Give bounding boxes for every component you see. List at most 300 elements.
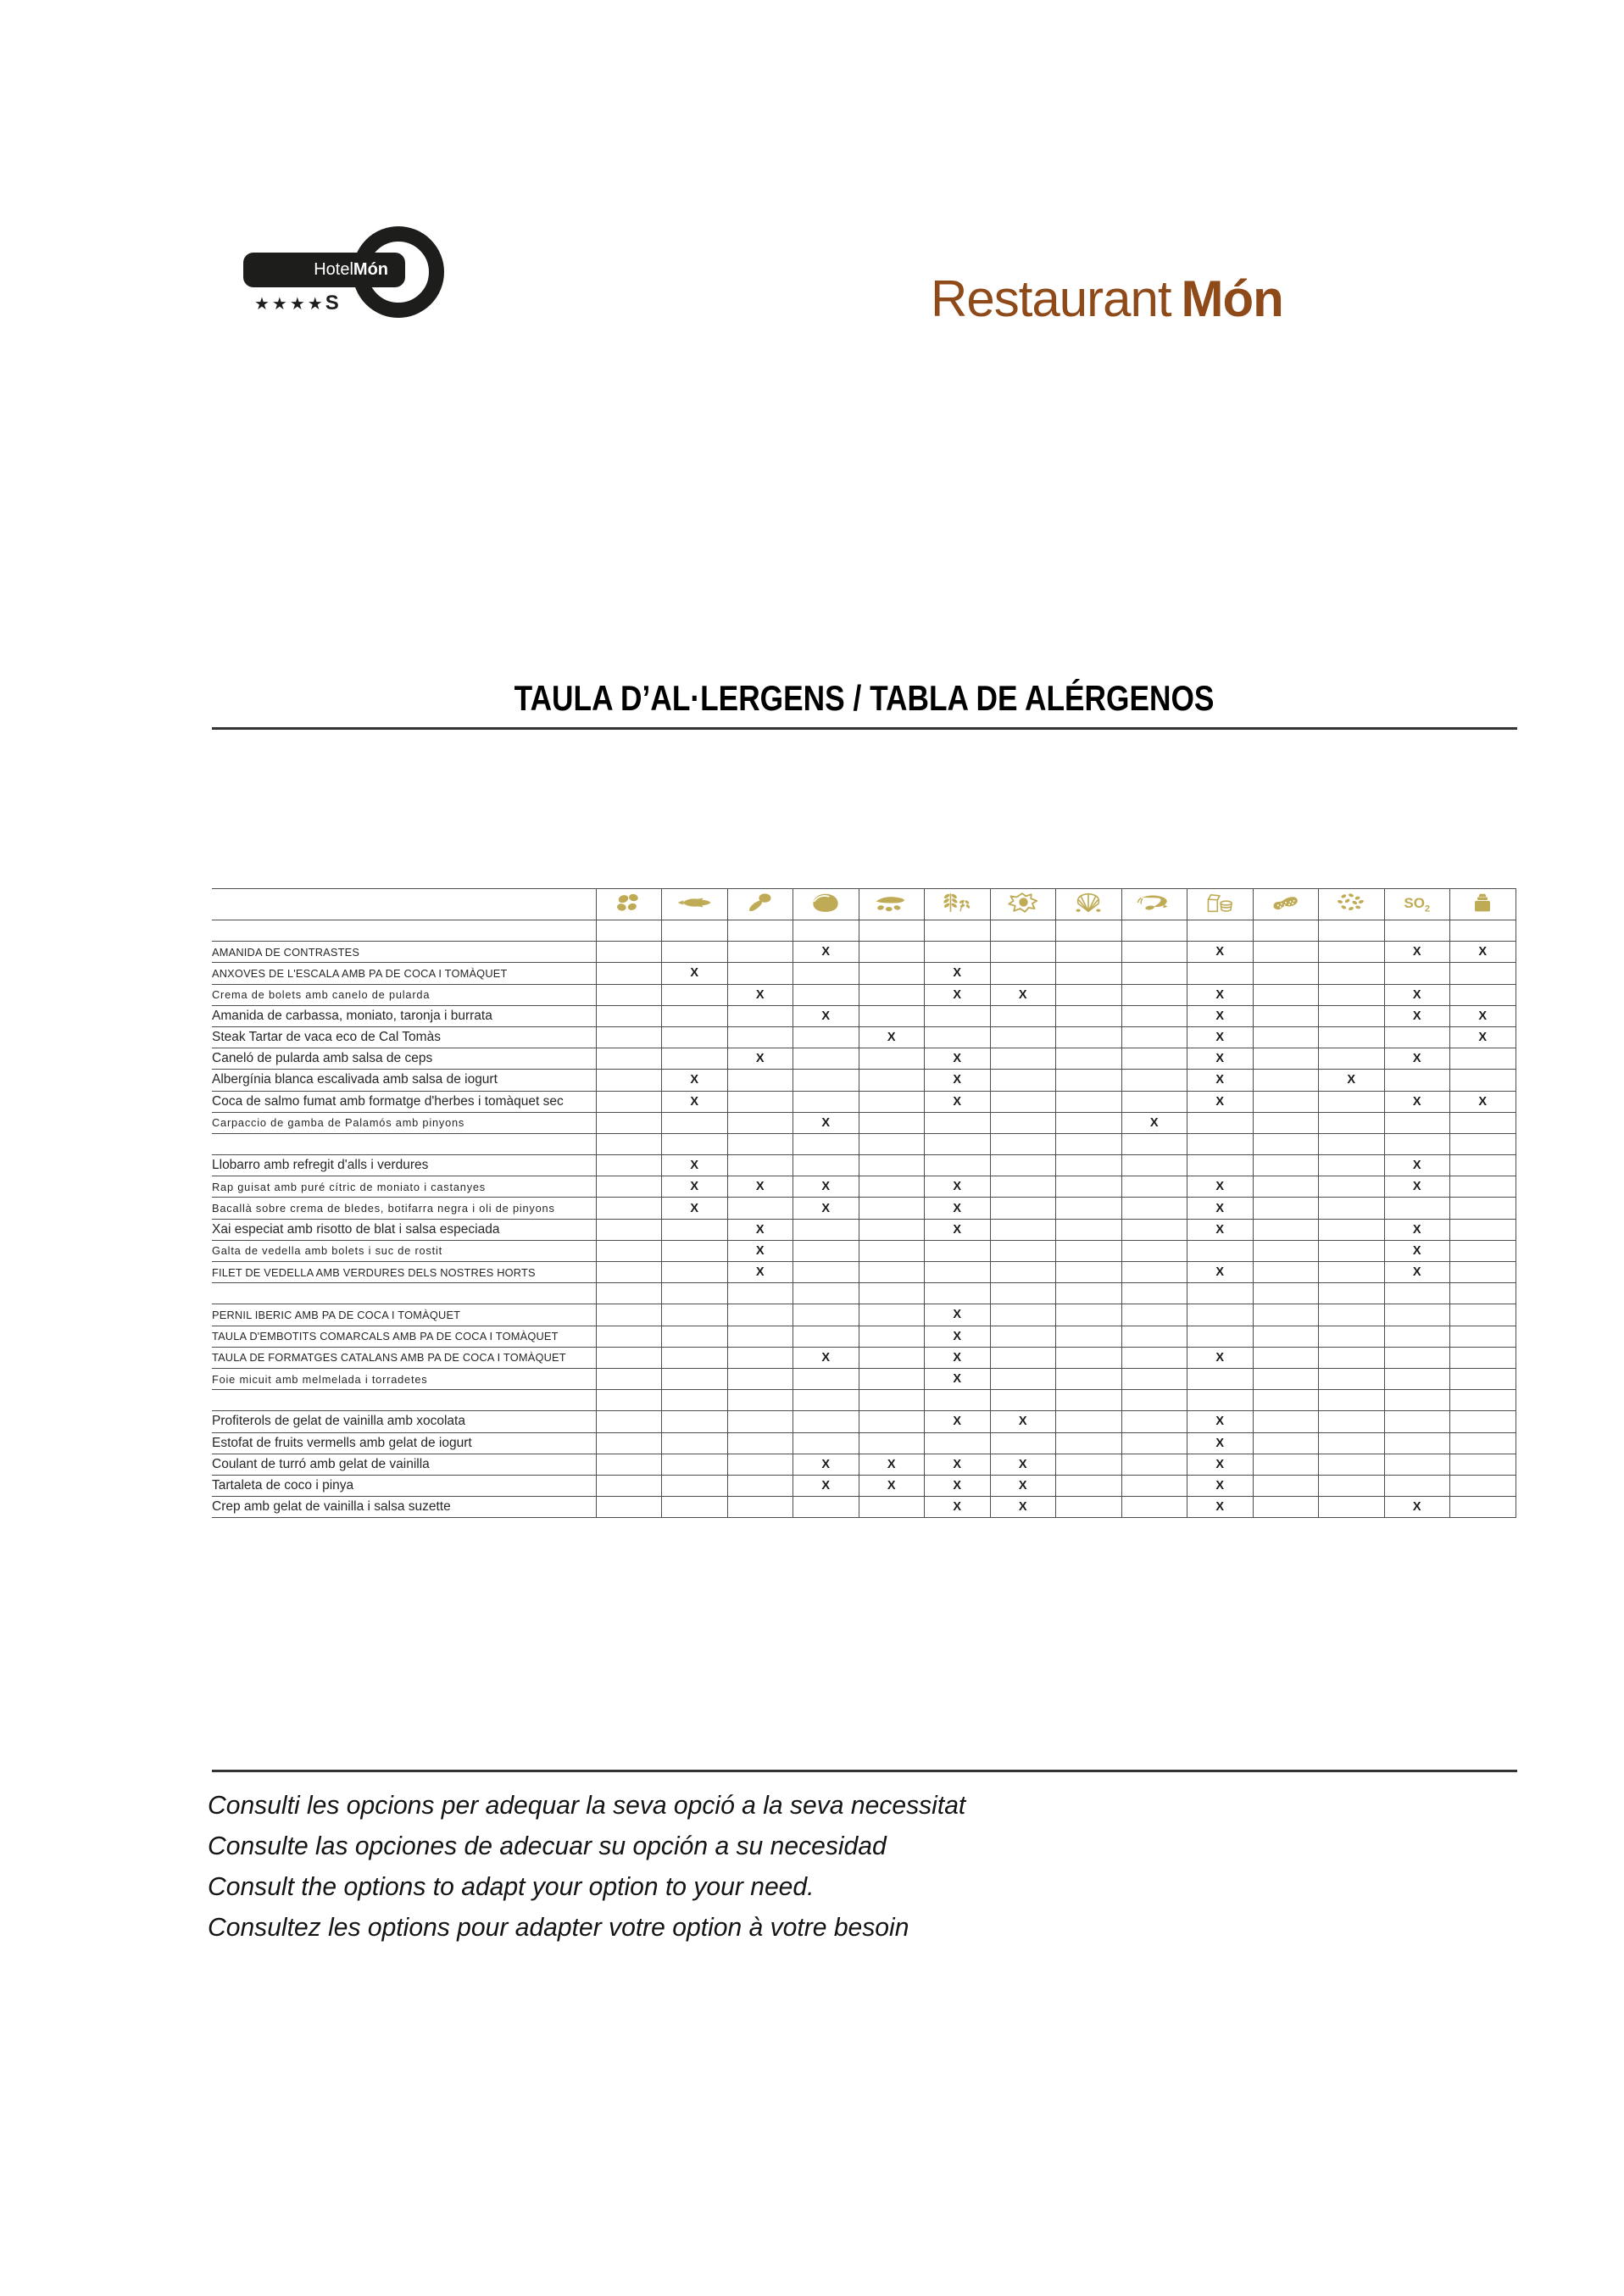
allergen-cell — [925, 1155, 991, 1176]
allergen-col-sesame — [1319, 889, 1385, 920]
allergen-cell — [596, 1070, 662, 1091]
allergen-cell — [662, 920, 728, 942]
allergen-cell — [793, 1048, 859, 1070]
footer-line: Consultez les options pour adapter votre option à votre besoin — [208, 1912, 909, 1942]
allergen-cell — [1450, 1155, 1516, 1176]
allergen-cell — [727, 1432, 793, 1454]
allergen-cell — [1450, 1326, 1516, 1347]
dish-label: Crema de bolets amb canelo de pularda — [212, 984, 596, 1005]
allergen-mark: X — [925, 1198, 991, 1219]
allergen-cell — [1319, 1304, 1385, 1326]
allergen-cell — [1253, 1240, 1319, 1261]
dish-row — [212, 1112, 1516, 1133]
allergen-cell — [990, 942, 1056, 963]
allergen-cell — [727, 1283, 793, 1304]
allergen-cell — [859, 1112, 925, 1133]
crustaceans-icon — [1136, 892, 1173, 914]
allergen-mark: X — [925, 1368, 991, 1389]
dish-row — [212, 1240, 1516, 1261]
allergen-cell — [1187, 1304, 1254, 1326]
molluscs-icon — [1070, 892, 1107, 914]
allergen-col-fish — [662, 889, 728, 920]
allergen-mark: X — [1187, 1198, 1254, 1219]
allergen-mark: X — [793, 1005, 859, 1026]
allergen-cell — [727, 1454, 793, 1475]
dish-label: Rap guisat amb puré cítric de moniato i castanyes — [212, 1176, 596, 1198]
allergen-col-molluscs — [1056, 889, 1122, 920]
allergen-col-nuts — [793, 889, 859, 920]
allergen-cell — [990, 1390, 1056, 1411]
allergen-cell — [662, 1347, 728, 1368]
allergen-cell — [727, 1026, 793, 1048]
allergen-cell — [1121, 1240, 1187, 1261]
allergen-col-soy — [859, 889, 925, 920]
allergen-cell — [1121, 1390, 1187, 1411]
allergen-cell — [859, 963, 925, 984]
allergen-cell — [1319, 1005, 1385, 1026]
allergen-cell — [596, 1048, 662, 1070]
restaurant-title — [931, 270, 1283, 328]
allergen-cell — [1319, 963, 1385, 984]
allergen-cell — [859, 1133, 925, 1154]
allergen-col-crustaceans — [1121, 889, 1187, 920]
allergen-cell — [596, 1112, 662, 1133]
allergen-cell — [727, 1475, 793, 1496]
allergen-cell — [1384, 1026, 1450, 1048]
allergen-cell — [1450, 1304, 1516, 1326]
allergen-mark: X — [925, 1176, 991, 1198]
allergen-cell — [1450, 920, 1516, 942]
allergen-cell — [1187, 1390, 1254, 1411]
allergen-cell — [662, 942, 728, 963]
allergen-cell — [859, 1198, 925, 1219]
allergen-mark: X — [990, 1454, 1056, 1475]
allergen-cell — [793, 1070, 859, 1091]
allergen-cell — [1056, 1326, 1122, 1347]
allergen-cell — [1319, 1454, 1385, 1475]
allergen-cell — [1121, 1091, 1187, 1112]
allergen-mark: X — [925, 1326, 991, 1347]
allergen-mark: X — [793, 1176, 859, 1198]
allergen-cell — [662, 1432, 728, 1454]
allergen-cell — [662, 1326, 728, 1347]
allergen-cell — [990, 963, 1056, 984]
allergen-cell — [1187, 920, 1254, 942]
allergen-cell — [727, 1091, 793, 1112]
allergen-mark: X — [925, 1070, 991, 1091]
spacer-row — [212, 1133, 1516, 1154]
allergen-cell — [1121, 1432, 1187, 1454]
allergen-cell — [1121, 1411, 1187, 1432]
allergen-cell — [662, 1026, 728, 1048]
allergen-cell — [793, 1411, 859, 1432]
allergen-cell — [1121, 963, 1187, 984]
dish-label: Estofat de fruits vermells amb gelat de iogurt — [212, 1432, 596, 1454]
allergen-col-peanuts — [1253, 889, 1319, 920]
allergen-table — [212, 888, 1516, 1518]
dish-label: Albergínia blanca escalivada amb salsa de iogurt — [212, 1070, 596, 1091]
allergen-mark: X — [990, 1497, 1056, 1518]
allergen-cell — [859, 1005, 925, 1026]
allergen-cell — [1056, 1240, 1122, 1261]
allergen-cell — [1253, 1005, 1319, 1026]
dish-row — [212, 1091, 1516, 1112]
allergen-mark: X — [1319, 1070, 1385, 1091]
allergen-cell — [1384, 1411, 1450, 1432]
logo-hotel-text: Hotel — [314, 260, 353, 279]
allergen-mark: X — [1450, 1005, 1516, 1026]
allergen-cell — [1450, 1497, 1516, 1518]
allergen-cell — [1450, 1219, 1516, 1240]
footer-line: Consulti les opcions per adequar la seva opció a la seva necessitat — [208, 1790, 966, 1820]
allergen-cell — [1253, 1048, 1319, 1070]
allergen-cell — [1121, 1497, 1187, 1518]
milk-icon — [1201, 892, 1238, 914]
allergen-cell — [859, 1326, 925, 1347]
allergen-cell — [1253, 1368, 1319, 1389]
footer-line: Consult the options to adapt your option to your need. — [208, 1871, 815, 1901]
allergen-cell — [1384, 1070, 1450, 1091]
allergen-cell — [1319, 1262, 1385, 1283]
allergen-cell — [1056, 963, 1122, 984]
allergen-mark: X — [793, 1112, 859, 1133]
allergen-cell — [1384, 1133, 1450, 1154]
allergen-cell — [925, 1112, 991, 1133]
allergen-mark: X — [1384, 942, 1450, 963]
allergen-cell — [1319, 1432, 1385, 1454]
allergen-cell — [1450, 1368, 1516, 1389]
allergen-cell — [1253, 1133, 1319, 1154]
dish-row — [212, 1347, 1516, 1368]
allergen-mark: X — [793, 1475, 859, 1496]
allergen-cell — [727, 1368, 793, 1389]
allergen-cell — [793, 1432, 859, 1454]
allergen-cell — [1056, 1112, 1122, 1133]
dish-label: Coca de salmo fumat amb formatge d'herbes i tomàquet sec — [212, 1091, 596, 1112]
allergen-mark: X — [925, 1048, 991, 1070]
allergen-cell — [1384, 1368, 1450, 1389]
allergen-cell — [596, 984, 662, 1005]
allergen-cell — [727, 920, 793, 942]
dish-row — [212, 942, 1516, 963]
allergen-cell — [1450, 1262, 1516, 1283]
allergen-cell — [662, 1368, 728, 1389]
allergen-cell — [990, 1304, 1056, 1326]
allergen-cell — [727, 1070, 793, 1091]
soy-icon — [873, 892, 910, 914]
allergen-cell — [1450, 1475, 1516, 1496]
allergen-cell — [662, 1005, 728, 1026]
dish-label — [212, 920, 596, 942]
allergen-cell — [1450, 1347, 1516, 1368]
allergen-cell — [1187, 1368, 1254, 1389]
allergen-cell — [793, 1283, 859, 1304]
allergen-cell — [1056, 1176, 1122, 1198]
allergen-mark: X — [793, 1347, 859, 1368]
allergen-cell — [727, 1133, 793, 1154]
allergen-cell — [1253, 1432, 1319, 1454]
allergen-cell — [1253, 1390, 1319, 1411]
allergen-cell — [990, 1091, 1056, 1112]
allergen-cell — [1056, 1091, 1122, 1112]
allergen-mark: X — [925, 1347, 991, 1368]
allergen-cell — [596, 1411, 662, 1432]
allergen-cell — [1253, 963, 1319, 984]
dish-label — [212, 1133, 596, 1154]
allergen-cell — [990, 1070, 1056, 1091]
allergen-cell — [1319, 1026, 1385, 1048]
allergen-mark: X — [1187, 1005, 1254, 1026]
allergen-cell — [727, 1347, 793, 1368]
allergen-cell — [596, 1219, 662, 1240]
allergen-cell — [662, 1454, 728, 1475]
allergen-cell — [727, 1112, 793, 1133]
allergen-cell — [727, 1304, 793, 1326]
stars-icon: ★★★★ — [254, 295, 325, 314]
allergen-mark: X — [1187, 1347, 1254, 1368]
dish-label: Llobarro amb refregit d'alls i verdures — [212, 1155, 596, 1176]
allergen-cell — [1319, 920, 1385, 942]
allergen-table-wrap — [212, 888, 1516, 1518]
allergen-mark: X — [1187, 1219, 1254, 1240]
allergen-cell — [1121, 1005, 1187, 1026]
allergen-mark: X — [1187, 1091, 1254, 1112]
allergen-cell — [1384, 1390, 1450, 1411]
allergen-cell — [662, 1497, 728, 1518]
allergen-mark: X — [662, 963, 728, 984]
peanuts-icon — [1267, 892, 1304, 914]
dish-label: Profiterols de gelat de vainilla amb xocolata — [212, 1411, 596, 1432]
allergen-mark: X — [1450, 1091, 1516, 1112]
allergen-cell — [859, 1497, 925, 1518]
allergen-cell — [1056, 1454, 1122, 1475]
allergen-cell — [990, 1155, 1056, 1176]
allergen-cell — [1450, 1411, 1516, 1432]
allergen-cell — [1121, 1198, 1187, 1219]
allergen-mark: X — [859, 1454, 925, 1475]
allergen-cell — [1384, 1112, 1450, 1133]
dish-label: Tartaleta de coco i pinya — [212, 1475, 596, 1496]
allergen-cell — [925, 1283, 991, 1304]
allergen-cell — [1253, 1026, 1319, 1048]
allergen-mark: X — [1187, 1497, 1254, 1518]
allergen-mark: X — [1187, 1475, 1254, 1496]
allergen-cell — [1056, 1133, 1122, 1154]
allergen-cell — [1056, 1198, 1122, 1219]
spacer-row — [212, 1390, 1516, 1411]
allergen-cell — [1056, 1497, 1122, 1518]
allergen-cell — [793, 1326, 859, 1347]
allergen-mark: X — [662, 1155, 728, 1176]
allergen-cell — [1187, 963, 1254, 984]
allergen-mark: X — [1121, 1112, 1187, 1133]
dish-label: Carpaccio de gamba de Palamós amb pinyons — [212, 1112, 596, 1133]
allergen-cell — [1253, 1411, 1319, 1432]
allergen-cell — [1450, 1112, 1516, 1133]
allergen-cell — [1121, 1262, 1187, 1283]
allergen-cell — [1121, 1155, 1187, 1176]
allergen-cell — [1253, 920, 1319, 942]
allergen-cell — [990, 1283, 1056, 1304]
allergen-cell — [793, 1155, 859, 1176]
allergen-cell — [793, 963, 859, 984]
celery-icon — [742, 892, 779, 914]
allergen-mark: X — [1450, 1026, 1516, 1048]
allergen-cell — [1450, 1283, 1516, 1304]
allergen-cell — [1384, 1326, 1450, 1347]
dish-label — [212, 1390, 596, 1411]
allergen-cell — [793, 920, 859, 942]
allergen-cell — [1056, 1347, 1122, 1368]
allergen-cell — [596, 1026, 662, 1048]
allergen-cell — [859, 1155, 925, 1176]
allergen-cell — [1253, 1497, 1319, 1518]
allergen-cell — [990, 1048, 1056, 1070]
allergen-cell — [1253, 1454, 1319, 1475]
allergen-mark: X — [1187, 1026, 1254, 1048]
allergen-cell — [859, 942, 925, 963]
allergen-cell — [859, 1283, 925, 1304]
allergen-cell — [596, 1198, 662, 1219]
spacer-row — [212, 920, 1516, 942]
dish-row — [212, 1304, 1516, 1326]
allergen-mark: X — [662, 1091, 728, 1112]
allergen-mark: X — [727, 984, 793, 1005]
allergen-cell — [596, 942, 662, 963]
allergen-cell — [1450, 1240, 1516, 1261]
allergen-cell — [1450, 1070, 1516, 1091]
allergen-cell — [793, 1026, 859, 1048]
allergen-cell — [990, 1347, 1056, 1368]
allergen-cell — [1121, 1326, 1187, 1347]
allergen-cell — [662, 1219, 728, 1240]
allergen-cell — [793, 1133, 859, 1154]
allergen-mark: X — [1187, 1432, 1254, 1454]
allergen-cell — [793, 1262, 859, 1283]
allergen-cell — [1450, 1176, 1516, 1198]
dish-label: Amanida de carbassa, moniato, taronja i burrata — [212, 1005, 596, 1026]
allergen-cell — [1253, 1091, 1319, 1112]
allergen-mark: X — [1187, 1454, 1254, 1475]
allergen-cell — [1384, 1347, 1450, 1368]
allergen-cell — [1056, 1070, 1122, 1091]
dish-row — [212, 1155, 1516, 1176]
allergen-cell — [1384, 1304, 1450, 1326]
dish-row — [212, 1048, 1516, 1070]
allergen-cell — [1121, 1048, 1187, 1070]
allergen-cell — [1187, 1283, 1254, 1304]
allergen-mark: X — [1187, 1176, 1254, 1198]
allergen-cell — [990, 1133, 1056, 1154]
allergen-cell — [596, 1133, 662, 1154]
allergen-cell — [596, 1005, 662, 1026]
allergen-cell — [1056, 1390, 1122, 1411]
allergen-cell — [596, 920, 662, 942]
allergen-mark: X — [793, 942, 859, 963]
allergen-cell — [1384, 920, 1450, 942]
allergen-cell — [1253, 1198, 1319, 1219]
allergen-cell — [1319, 1368, 1385, 1389]
allergen-cell — [662, 1304, 728, 1326]
allergen-mark: X — [925, 1219, 991, 1240]
allergen-cell — [596, 1368, 662, 1389]
allergen-cell — [859, 984, 925, 1005]
gluten-icon — [938, 892, 976, 914]
allergen-cell — [990, 1005, 1056, 1026]
dish-row — [212, 1411, 1516, 1432]
allergen-cell — [727, 1411, 793, 1432]
allergen-cell — [727, 963, 793, 984]
dish-row — [212, 1432, 1516, 1454]
allergen-cell — [1187, 1326, 1254, 1347]
allergen-cell — [859, 1240, 925, 1261]
allergen-cell — [727, 1198, 793, 1219]
allergen-cell — [925, 1240, 991, 1261]
allergen-cell — [1253, 984, 1319, 1005]
dish-row — [212, 1198, 1516, 1219]
allergen-cell — [662, 1112, 728, 1133]
dish-label: Crep amb gelat de vainilla i salsa suzette — [212, 1497, 596, 1518]
allergen-cell — [596, 1262, 662, 1283]
dish-label: Caneló de pularda amb salsa de ceps — [212, 1048, 596, 1070]
allergen-cell — [1384, 1454, 1450, 1475]
footer-divider — [212, 1770, 1517, 1772]
allergen-cell — [1187, 1155, 1254, 1176]
allergen-cell — [990, 1326, 1056, 1347]
allergen-cell — [596, 1497, 662, 1518]
dish-label: Coulant de turró amb gelat de vainilla — [212, 1454, 596, 1475]
allergen-mark: X — [1384, 1219, 1450, 1240]
allergen-cell — [793, 1304, 859, 1326]
allergen-cell — [596, 1091, 662, 1112]
allergen-mark: X — [925, 1411, 991, 1432]
allergen-cell — [662, 1411, 728, 1432]
allergen-cell — [596, 1347, 662, 1368]
dish-row — [212, 1026, 1516, 1048]
dish-row — [212, 1497, 1516, 1518]
allergen-mark: X — [1384, 1091, 1450, 1112]
allergen-cell — [859, 1368, 925, 1389]
allergen-cell — [859, 1432, 925, 1454]
allergen-cell — [1450, 1390, 1516, 1411]
allergen-mark: X — [925, 1475, 991, 1496]
dish-row — [212, 1070, 1516, 1091]
allergen-cell — [1253, 1262, 1319, 1283]
allergen-mark: X — [1187, 984, 1254, 1005]
fish-icon — [676, 892, 713, 914]
allergen-mark: X — [727, 1219, 793, 1240]
allergen-cell — [793, 1091, 859, 1112]
dish-label: Bacallà sobre crema de bledes, botifarra negra i oli de pinyons — [212, 1198, 596, 1219]
dish-row — [212, 1176, 1516, 1198]
allergen-mark: X — [1384, 1262, 1450, 1283]
allergen-mark: X — [727, 1048, 793, 1070]
allergen-cell — [1253, 1326, 1319, 1347]
allergen-cell — [1253, 1176, 1319, 1198]
allergen-mark: X — [1384, 1240, 1450, 1261]
allergen-cell — [859, 1176, 925, 1198]
allergen-cell — [1253, 1347, 1319, 1368]
allergen-mark: X — [990, 1411, 1056, 1432]
allergen-cell — [1056, 1411, 1122, 1432]
allergen-mark: X — [925, 1304, 991, 1326]
logo-stars — [254, 292, 339, 315]
allergen-cell — [1121, 1304, 1187, 1326]
allergen-cell — [1253, 1475, 1319, 1496]
allergen-mark: X — [1187, 1048, 1254, 1070]
allergen-cell — [1253, 1155, 1319, 1176]
allergen-mark: X — [793, 1198, 859, 1219]
